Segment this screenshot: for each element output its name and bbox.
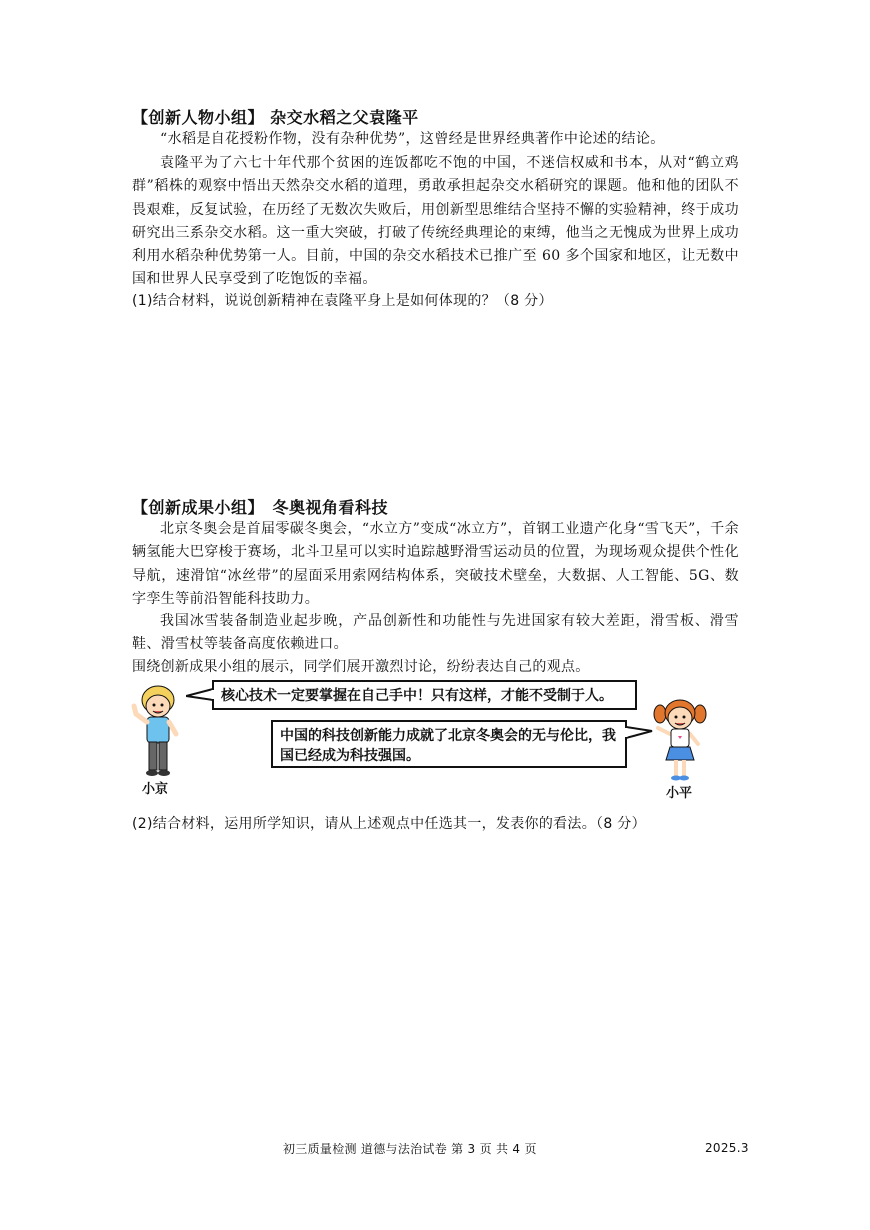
section2-paragraph-1: 北京冬奥会是首届零碳冬奥会，“水立方”变成“冰立方”，首钢工业遗产化身“雪飞天”，千余辆氢能大巴穿梭于赛场，北斗卫星可以实时追踪越野滑雪运动员的位置，为现场观众提供个性化导航，速滑馆“冰丝带”的屋面采用索网结构体系，突破技术壁垒，大数据、人工智能、5G、数字孪生等前沿智能科技助力。 (132, 521, 739, 607)
question-2: (2)结合材料，运用所学知识，请从上述观点中任选其一，发表你的看法。（8 分） (132, 816, 646, 832)
section2-paragraph-2: 我国冰雪装备制造业起步晚，产品创新性和功能性与先进国家有较大差距，滑雪板、滑雪鞋、滑雪杖等装备高度依赖进口。 (132, 613, 739, 653)
section1-paragraph-2: 袁隆平为了六七十年代那个贫困的连饭都吃不饱的中国，不迷信权威和书本，从对“鹤立鸡群”稻株的观察中悟出天然杂交水稻的道理，勇敢承担起杂交水稻研究的课题。他和他的团队不畏艰难，反复试验，在历经了无数次失败后，用创新型思维结合坚持不懈的实验精神，终于成功研究出三系杂交水稻。这一重大突破，打破了传统经典理论的束缚，他当之无愧成为世界上成功利用水稻杂种优势第一人。目前，中国的杂交水稻技术已推广至 60 多个国家和地区，让无数中国和世界人民享受到了吃饱饭的幸福。 (132, 155, 739, 288)
page-footer: 初三质量检测 道德与法治试卷 第 3 页 共 4 页 (283, 1142, 537, 1156)
girl-name-label: 小平 (666, 786, 693, 801)
section2-heading: 【创新成果小组】 冬奥视角看科技 (132, 498, 389, 517)
girl-illustration (652, 698, 708, 784)
section1-paragraph-1: “水稻是自花授粉作物，没有杂种优势”，这曾经是世界经典著作中论述的结论。 (160, 131, 665, 147)
section1-heading: 【创新人物小组】 杂交水稻之父袁隆平 (132, 108, 419, 127)
discussion-intro: 围绕创新成果小组的展示，同学们展开激烈讨论，纷纷表达自己的观点。 (132, 659, 590, 675)
speech-bubble-girl: 中国的科技创新能力成就了北京冬奥会的无与伦比，我国已经成为科技强国。 (271, 720, 627, 768)
speech-bubble-girl-tail (625, 725, 653, 741)
speech-bubble-boy-tail (186, 688, 214, 702)
boy-name-label: 小京 (142, 782, 169, 797)
question-1: (1)结合材料，说说创新精神在袁隆平身上是如何体现的？（8 分） (132, 293, 553, 309)
boy-illustration (130, 684, 186, 780)
speech-bubble-boy: 核心技术一定要掌握在自己手中！只有这样，才能不受制于人。 (212, 680, 637, 710)
footer-date: 2025.3 (705, 1141, 749, 1155)
